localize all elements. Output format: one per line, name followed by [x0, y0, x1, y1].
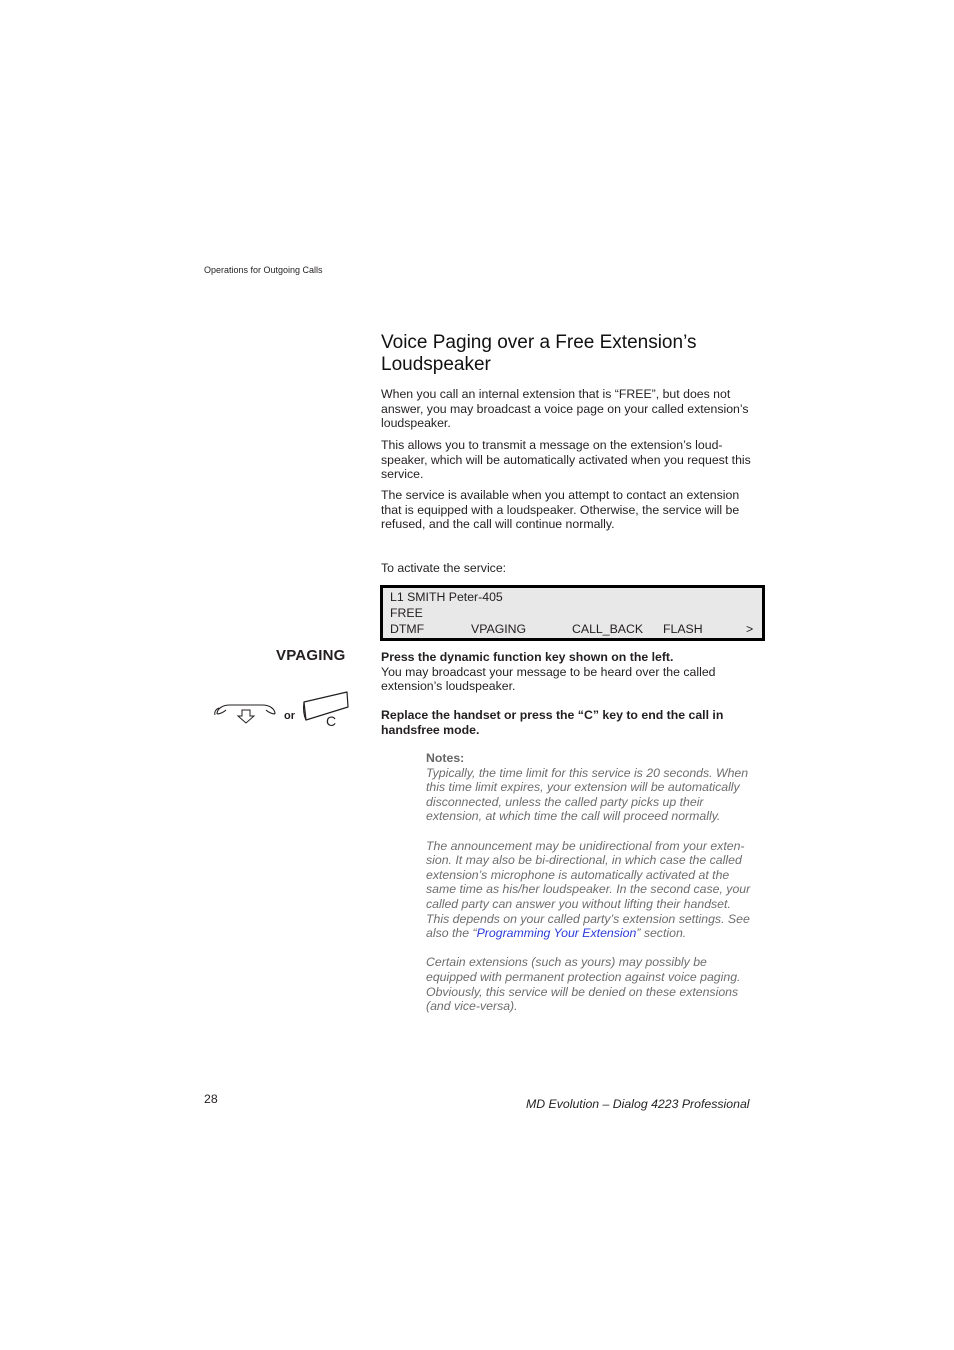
activate-instruction: To activate the service: [381, 561, 507, 575]
display-line-2: FREE [390, 606, 423, 620]
programming-extension-link[interactable]: Programming Your Extension [476, 926, 637, 941]
note-2-text: The announcement may be unidirectional from your exten-sion. It may also be bi-directional, in which case the called extension’s microphone is automatically activated at the same time as his/her loudspeaker. In the second case, your called party can answer you without lifting their handset. This depends on your called party’s extension settings. See also the “ [426, 838, 751, 941]
note-2-end: ” section. [636, 926, 687, 941]
note-3: Certain extensions (such as yours) may possibly be equipped with permanent protection against voice paging. Obviously, this service will be denied on these extensions (and vice-versa). [426, 955, 741, 1014]
display-line-1: L1 SMITH Peter-405 [390, 590, 503, 604]
or-label: or [284, 710, 295, 722]
section-title-line1: Voice Paging over a Free Extension’s [381, 332, 697, 353]
softkey-vpaging[interactable]: VPAGING [471, 622, 527, 636]
handset-icon [214, 700, 278, 726]
display-more-arrow[interactable]: > [746, 622, 754, 636]
notes-title: Notes: [426, 751, 465, 765]
softkey-flash[interactable]: FLASH [663, 622, 703, 636]
step1-detail: You may broadcast your message to be heard over the called extension’s loudspeaker. [381, 664, 716, 694]
intro-paragraph-3: The service is available when you attempt to contact an extension that is equipped with a loudspeaker. Otherwise, the service will be refused, and the call will continue normally. [381, 488, 740, 532]
intro-paragraph-2: This allows you to transmit a message on the extension’s loud-speaker, which will be automatically activated when you request this service. [381, 438, 751, 482]
step1-text [381, 650, 756, 694]
intro-paragraph-1: When you call an internal extension that is “FREE”, but does not answer, you may broadcast a voice page on your called extension’s loudspeaker. [381, 387, 749, 431]
softkey-call-back[interactable]: CALL_BACK [572, 622, 644, 636]
c-key-label: C [326, 713, 337, 729]
note-2 [426, 839, 751, 941]
vpaging-key-label: VPAGING [276, 647, 346, 664]
phone-display [380, 585, 765, 641]
section-title-line2: Loudspeaker [381, 354, 491, 375]
section-title [381, 332, 781, 376]
page-number: 28 [204, 1092, 218, 1106]
running-header: Operations for Outgoing Calls [204, 265, 323, 275]
notes-block [426, 751, 751, 1014]
footer-product-name: MD Evolution – Dialog 4223 Professional [526, 1097, 750, 1111]
step1-instruction: Press the dynamic function key shown on the left. [381, 650, 674, 664]
note-1: Typically, the time limit for this service is 20 seconds. When this time limit expires, your extension will be automatically disconnected, unless the called party picks up their extension, at which time the call will proceed normally. [426, 765, 749, 824]
step2-instruction: Replace the handset or press the “C” key to end the call in handsfree mode. [381, 708, 724, 737]
softkey-dtmf[interactable]: DTMF [390, 622, 425, 636]
